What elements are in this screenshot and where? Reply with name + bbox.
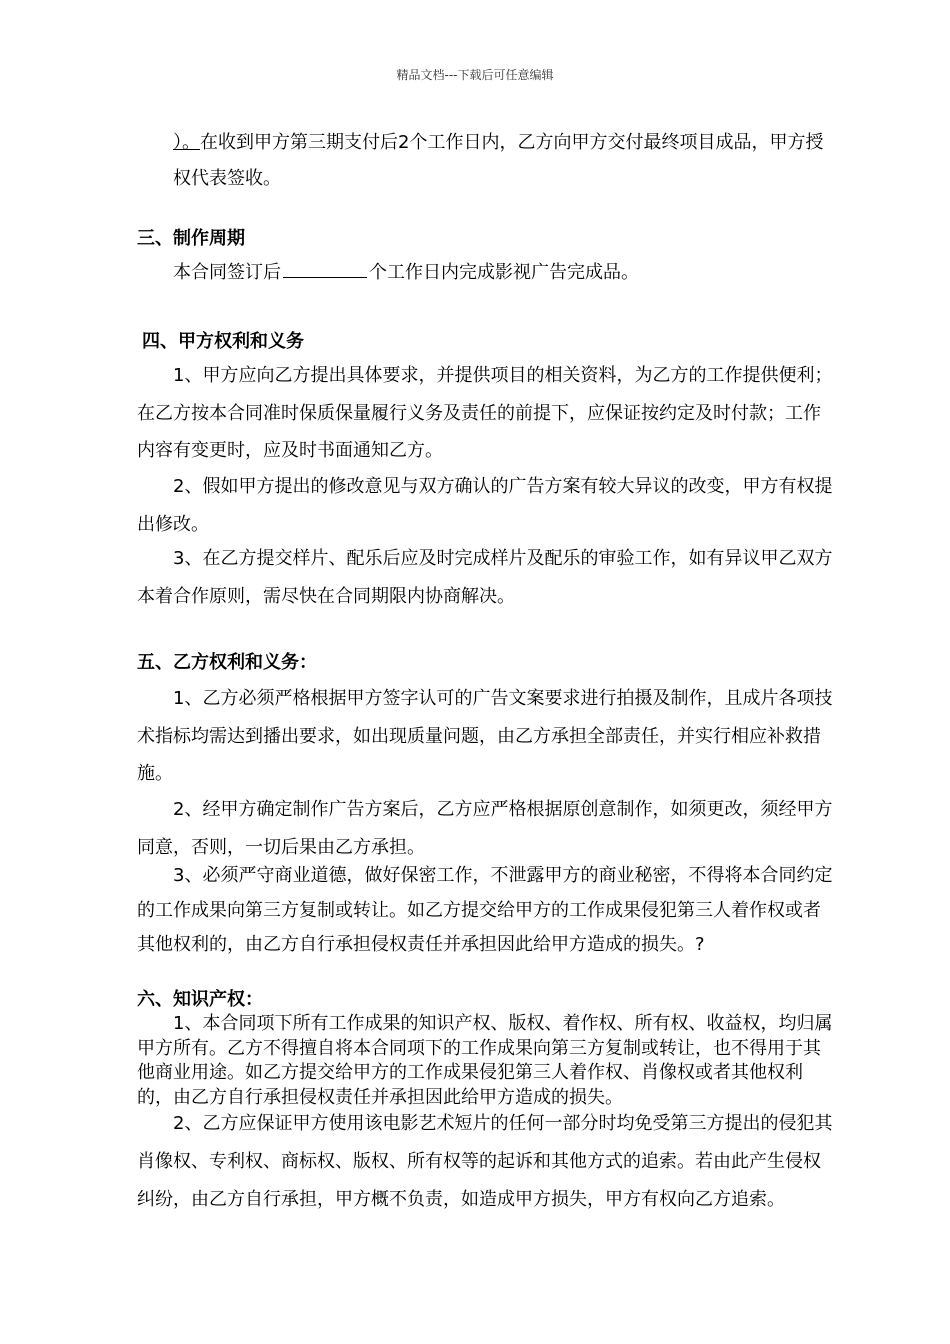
section-3-title: 三、制作周期 xyxy=(137,228,245,249)
section-4-item-2: 2、假如甲方提出的修改意见与双方确认的广告方案有较大异议的改变，甲方有权提出修改。 xyxy=(137,476,833,535)
section-6-item-1: 1、本合同项下所有工作成果的知识产权、版权、着作权、所有权、收益权，均归属甲方所有。乙方不得擅自将本合同项下的工作成果向第三方复制或转让，也不得用于其他商业用途。如乙方提交给甲方的工作成果侵犯第三人着作权、肖像权或者其他权利的，由乙方自行承担侵权责任并承担因此给甲方造成的损失。 xyxy=(137,1013,833,1108)
section-5-item-3: 3、必须严守商业道德，做好保密工作，不泄露甲方的商业秘密，不得将本合同约定的工作成果向第三方复制或转让。如乙方提交给甲方的工作成果侵犯第三人着作权或者其他权利的，由乙方自行承担侵权责任并承担因此给甲方造成的损失。? xyxy=(137,865,833,955)
section-3-text-a: 本合同签订后 xyxy=(173,262,281,283)
section-5-item-2: 2、经甲方确定制作广告方案后，乙方应严格根据原创意制作，如须更改，须经甲方同意，否则，一切后果由乙方承担。 xyxy=(137,799,833,858)
underlined-closing: ）。 xyxy=(173,132,200,153)
section-5-title: 五、乙方权利和义务： xyxy=(137,652,317,673)
blank-days-field xyxy=(283,257,367,278)
section-6-item-2: 2、乙方应保证甲方使用该电影艺术短片的任何一部分时均免受第三方提出的侵犯其肖像权、专利权、商标权、版权、所有权等的起诉和其他方式的追索。若由此产生侵权纠纷，由乙方自行承担，甲方概不负责，如造成甲方损失，甲方有权向乙方追索。 xyxy=(137,1113,833,1210)
section-3-body xyxy=(137,255,837,291)
paragraph-top xyxy=(137,125,837,197)
section-5-item-1: 1、乙方必须严格根据甲方签字认可的广告文案要求进行拍摄及制作，且成片各项技术指标均需达到播出要求，如出现质量问题，由乙方承担全部责任，并实行相应补救措施。 xyxy=(137,688,833,784)
page-header: 精品文档---下载后可任意编辑 xyxy=(396,68,554,82)
section-6-title: 六、知识产权： xyxy=(137,989,263,1010)
section-3-text-b: 个工作日内完成影视广告完成品。 xyxy=(369,262,639,283)
paragraph-top-text: 在收到甲方第三期支付后2个工作日内，乙方向甲方交付最终项目成品，甲方授权代表签收。 xyxy=(173,132,824,189)
section-4-item-3: 3、在乙方提交样片、配乐后应及时完成样片及配乐的审验工作，如有异议甲乙双方本着合作原则，需尽快在合同期限内协商解决。 xyxy=(137,548,833,607)
section-4-item-1: 1、甲方应向乙方提出具体要求，并提供项目的相关资料，为乙方的工作提供便利；在乙方按本合同准时保质保量履行义务及责任的前提下，应保证按约定及时付款；工作内容有变更时，应及时书面通知乙方。 xyxy=(137,365,833,461)
section-4-title: 四、甲方权利和义务 xyxy=(142,331,304,352)
